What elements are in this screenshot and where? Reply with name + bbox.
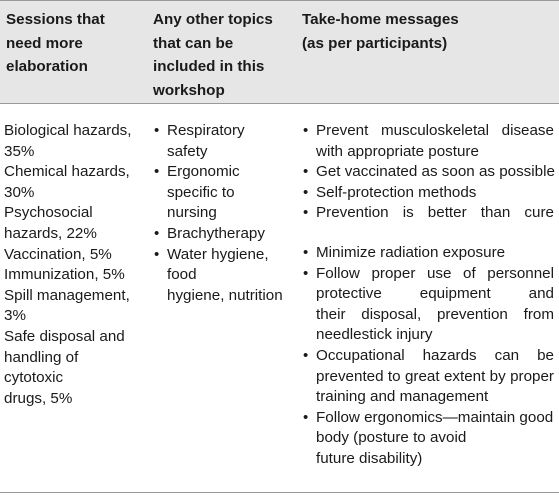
word: and <box>528 285 554 303</box>
header-line: that can be <box>153 34 234 52</box>
word: by <box>489 367 506 385</box>
topic-item <box>153 224 298 245</box>
session-line: 3% <box>4 307 26 325</box>
message-item <box>302 243 554 264</box>
session-line: Vaccination, 5% <box>4 245 112 263</box>
topic-item <box>153 245 298 307</box>
bottom-rule <box>0 492 559 493</box>
word: their <box>316 305 346 323</box>
word: than <box>480 204 511 222</box>
item-line: body (posture to avoid <box>316 429 467 447</box>
topic-item <box>153 162 298 224</box>
item-line: with appropriate posture <box>316 142 479 160</box>
word: is <box>402 204 414 222</box>
word: from <box>523 305 554 323</box>
message-item <box>302 162 554 183</box>
message-item <box>302 203 554 224</box>
justified-line <box>316 367 554 388</box>
sessions-column <box>4 121 149 409</box>
word: • Prevention <box>316 204 389 222</box>
header-sessions <box>6 8 105 79</box>
word: be <box>537 346 554 364</box>
word: to <box>387 367 401 385</box>
justified-line <box>316 305 554 326</box>
message-item <box>302 183 554 204</box>
justified-line <box>316 264 554 285</box>
item-line: future disability) <box>316 449 423 467</box>
word: prevented <box>316 367 384 385</box>
word: great <box>404 367 440 385</box>
session-line: Safe disposal and <box>4 327 125 345</box>
header-other-topics <box>153 8 273 102</box>
item-line: • Water hygiene, <box>167 245 269 263</box>
word: • Prevent <box>316 122 369 139</box>
item-line: nursing <box>167 204 217 222</box>
session-line: Spill management, <box>4 286 130 304</box>
session-line: 35% <box>4 142 35 160</box>
justified-line <box>316 121 554 142</box>
session-line: drugs, 5% <box>4 389 73 407</box>
header-line: (as per participants) <box>302 34 448 52</box>
item-line: specific to <box>167 183 235 201</box>
session-line: Immunization, 5% <box>4 266 125 284</box>
item-line: • Ergonomic <box>167 163 240 181</box>
header-take-home <box>302 8 459 55</box>
session-line: Biological hazards, <box>4 122 132 139</box>
header-line: need more <box>6 34 83 52</box>
session-line: Chemical hazards, <box>4 163 130 181</box>
header-line: included in this <box>153 58 265 75</box>
word: disease <box>501 122 554 139</box>
header-line: workshop <box>153 81 225 99</box>
word: extent <box>443 367 486 385</box>
item-line: hygiene, nutrition <box>167 286 283 304</box>
session-line: 30% <box>4 183 35 201</box>
item-line: • Get vaccinated as soon as possible <box>316 163 555 181</box>
word: can <box>494 346 520 364</box>
item-line: • Brachytherapy <box>167 224 265 242</box>
word: of <box>463 264 476 282</box>
word: hazards <box>422 346 477 364</box>
item-line: food <box>167 266 197 284</box>
session-line: Psychosocial <box>4 204 93 222</box>
justified-line <box>316 346 554 367</box>
messages-list <box>302 121 554 470</box>
word: • Occupational <box>316 346 405 364</box>
header-rule <box>0 103 559 104</box>
word: use <box>426 264 452 282</box>
word: protective <box>316 285 382 303</box>
word: proper <box>371 264 416 282</box>
justified-line <box>316 203 554 224</box>
word: prevention <box>436 305 508 323</box>
item-line: needlestick injury <box>316 326 433 344</box>
word: musculoskeletal <box>380 122 490 139</box>
item-line: • Respiratory <box>167 122 245 139</box>
item-line: safety <box>167 142 208 160</box>
word: disposal, <box>361 305 422 323</box>
session-line: cytotoxic <box>4 369 64 387</box>
word: proper <box>510 367 554 385</box>
session-line: handling of <box>4 348 79 366</box>
item-line: training and management <box>316 388 489 406</box>
word: cure <box>524 204 554 222</box>
word: personnel <box>487 264 554 282</box>
message-item <box>302 264 554 346</box>
message-item <box>302 121 554 162</box>
message-item <box>302 408 554 470</box>
item-line: • Follow ergonomics—maintain good <box>316 408 554 426</box>
word: better <box>427 204 467 222</box>
header-line: Sessions that <box>6 11 105 28</box>
top-rule <box>0 0 559 1</box>
header-line: Take-home messages <box>302 11 459 28</box>
header-line: Any other topics <box>153 11 273 28</box>
topics-list <box>153 121 298 306</box>
word: • Follow <box>316 264 360 282</box>
item-line: • Minimize radiation exposure <box>316 243 506 261</box>
header-line: elaboration <box>6 58 88 75</box>
session-line: hazards, 22% <box>4 224 97 242</box>
item-line: • Self-protection methods <box>316 183 477 201</box>
word: equipment <box>419 285 491 303</box>
topic-item <box>153 121 298 162</box>
message-item <box>302 346 554 408</box>
justified-line <box>316 284 554 305</box>
